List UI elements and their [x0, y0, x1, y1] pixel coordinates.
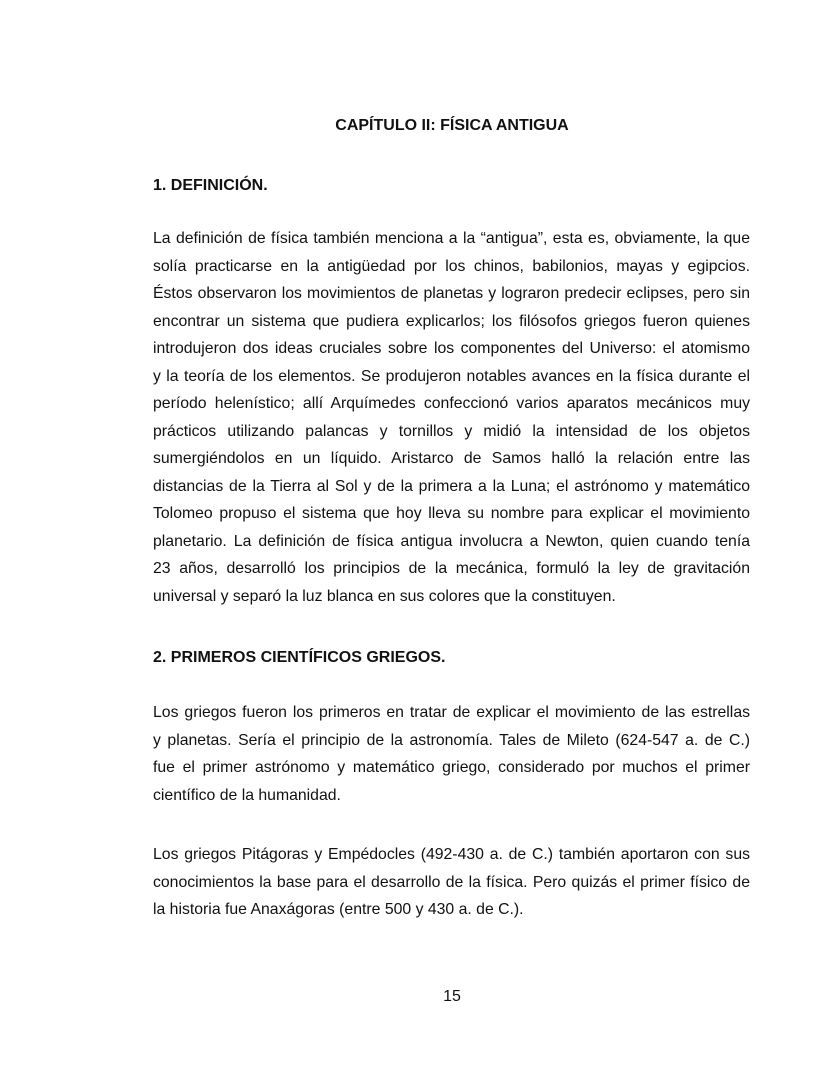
text-line: 23 años, desarrolló los principios de la mecánica, formuló la ley de gravitación: [153, 560, 750, 577]
text-line: Éstos observaron los movimientos de planetas y lograron predecir eclipses, pero sin: [153, 285, 750, 302]
chapter-title: CAPÍTULO II: FÍSICA ANTIGUA: [335, 117, 569, 134]
text-line: Tolomeo propuso el sistema que hoy lleva su nombre para explicar el movimiento: [153, 505, 750, 522]
text-line: universal y separó la luz blanca en sus colores que la constituyen.: [153, 587, 616, 605]
section-heading-definicion: 1. DEFINICIÓN.: [153, 177, 268, 194]
text-line: conocimientos la base para el desarrollo de la física. Pero quizás el primer físico de: [153, 873, 750, 891]
page-number: 15: [443, 988, 461, 1005]
paragraph-definicion: [153, 225, 750, 610]
text-line: científico de la humanidad.: [153, 786, 341, 804]
text-line: distancias de la Tierra al Sol y de la primera a la Luna; el astrónomo y matemático: [153, 477, 750, 495]
text-line: sumergiéndolos en un líquido. Aristarco de Samos halló la relación entre las: [153, 450, 750, 467]
section-heading-primeros-cientificos: 2. PRIMEROS CIENTÍFICOS GRIEGOS.: [153, 649, 446, 666]
text-line: encontrar un sistema que pudiera explicarlos; los filósofos griegos fueron quienes: [153, 312, 750, 330]
paragraph-griegos-2: [153, 841, 750, 924]
text-line: introdujeron dos ideas cruciales sobre los componentes del Universo: el atomismo: [153, 340, 750, 357]
text-line: y planetas. Sería el principio de la astronomía. Tales de Mileto (624-547 a. de C.): [153, 731, 750, 749]
text-line: fue el primer astrónomo y matemático griego, considerado por muchos el primer: [153, 759, 750, 776]
paragraph-griegos-1: [153, 699, 750, 809]
text-line: la historia fue Anaxágoras (entre 500 y 430 a. de C.).: [153, 901, 524, 918]
text-line: La definición de física también menciona a la “antigua”, esta es, obviamente, la que: [153, 230, 750, 247]
text-line: y la teoría de los elementos. Se produjeron notables avances en la física durante el: [153, 367, 750, 385]
text-line: período helenístico; allí Arquímedes confeccionó varios aparatos mecánicos muy: [153, 395, 750, 412]
text-line: Los griegos Pitágoras y Empédocles (492-430 a. de C.) también aportaron con sus: [153, 846, 750, 863]
text-line: Los griegos fueron los primeros en tratar de explicar el movimiento de las estrellas: [153, 704, 750, 721]
text-line: prácticos utilizando palancas y tornillos y midió la intensidad de los objetos: [153, 422, 750, 440]
text-line: planetario. La definición de física antigua involucra a Newton, quien cuando tenía: [153, 532, 750, 550]
text-line: solía practicarse en la antigüedad por los chinos, babilonios, mayas y egipcios.: [153, 257, 750, 275]
